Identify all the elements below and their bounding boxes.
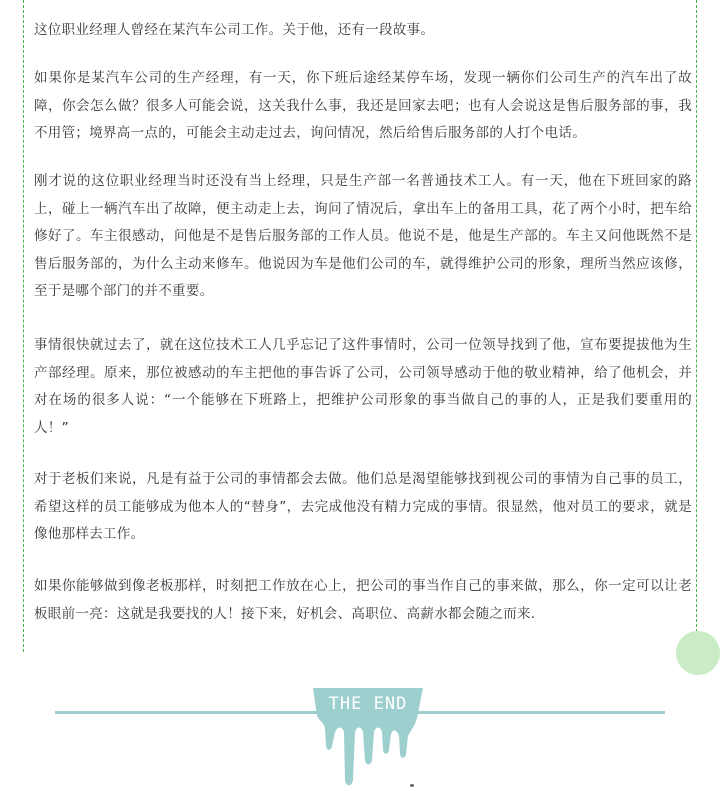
the-end-banner — [313, 688, 423, 787]
paragraph-6: 如果你能够做到像老板那样，时刻把工作放在心上，把公司的事当作自己的事来做，那么，你一定可以让老板眼前一亮：这就是我要找的人！接下来，好机会、高职位、高薪水都会随之而来. — [34, 578, 692, 622]
paragraph-4: 事情很快就过去了，就在这位技术工人几乎忘记了这件事情时，公司一位领导找到了他，宣布要提拔他为生产部经理。原来，那位被感动的车主把他的事告诉了公司，公司领导感动于他的敬业精神，给了他机会，并对在场的很多人说：“一个能够在下班路上，把维护公司形象的事当做自己的事的人，正是我们要重用的人！” — [34, 337, 692, 436]
article-body — [23, 0, 697, 652]
paragraph-3: 刚才说的这位职业经理当时还没有当上经理，只是生产部一名普通技术工人。有一天，他在下班回家的路上，碰上一辆汽车出了故障，便主动走上去，询问了情况后，拿出车上的备用工具，花了两个小时，把车给修好了。车主很感动，问他是不是售后服务部的工作人员。他说不是，他是生产部的。车主又问他既然不是售后服务部的，为什么主动来修车。他说因为车是他们公司的车，就得维护公司的形象，理所当然应该修，至于是哪个部门的并不重要。 — [34, 173, 692, 299]
paragraph-2: 如果你是某汽车公司的生产经理，有一天，你下班后途经某停车场，发现一辆你们公司生产的汽车出了故障，你会怎么做？很多人可能会说，这关我什么事，我还是回家去吧；也有人会说这是售后服务部的事，我不用管；境界高一点的，可能会主动走过去，询问情况，然后给售后服务部的人打个电话。 — [34, 70, 692, 141]
paragraph-5: 对于老板们来说，凡是有益于公司的事情都会去做。他们总是渴望能够找到视公司的事情为自己事的员工，希望这样的员工能够成为他本人的“替身”，去完成他没有精力完成的事情。很显然，他对员工的要求，就是像他那样去工作。 — [34, 471, 692, 542]
decorative-circle — [676, 631, 720, 675]
paragraph-1: 这位职业经理人曾经在某汽车公司工作。关于他，还有一段故事。 — [34, 22, 435, 38]
the-end-label: THE END — [328, 694, 408, 714]
